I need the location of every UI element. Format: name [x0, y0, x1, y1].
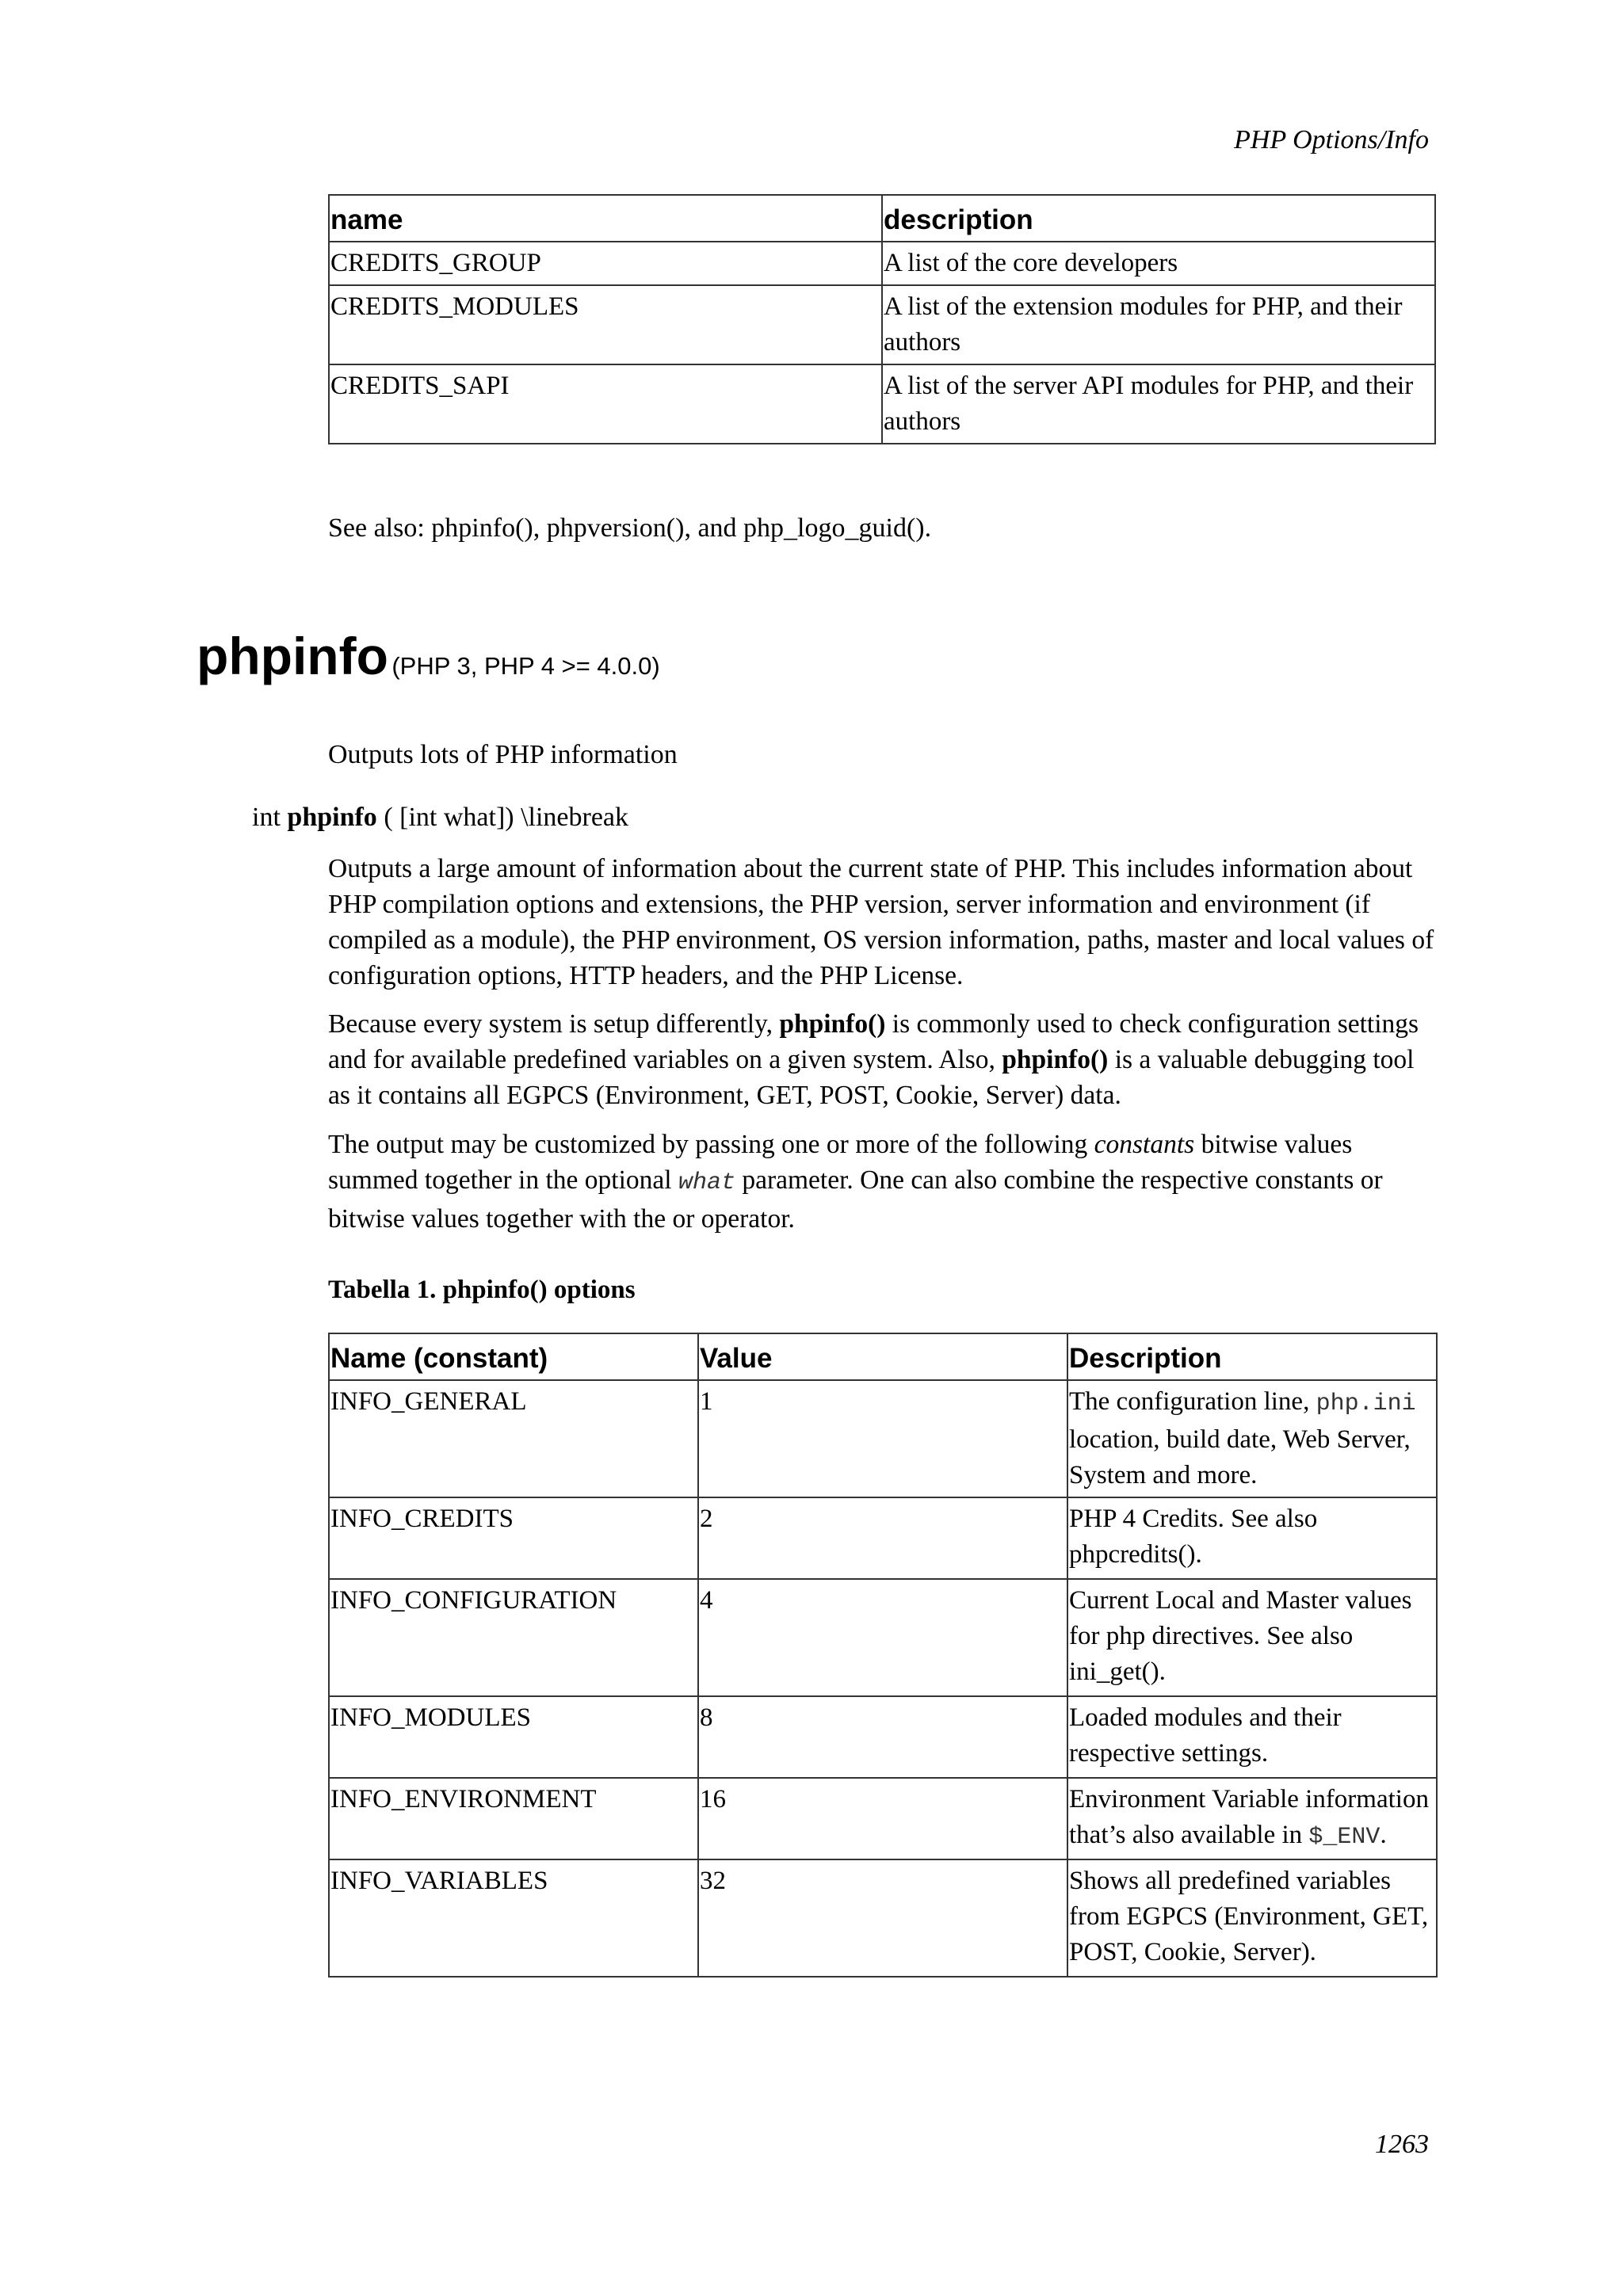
- page-number: 1263: [1375, 2130, 1429, 2159]
- description-cell: A list of the extension modules for PHP, and their authors: [882, 285, 1435, 364]
- description-cell: The configuration line, php.ini location, build date, Web Server, System and more.: [1067, 1380, 1437, 1497]
- table-row: [329, 1696, 1437, 1778]
- table-header-row: [329, 195, 1435, 242]
- description-paragraph: The output may be customized by passing one or more of the following constants bitwise values summed together in the optional what parameter. One can also combine the respective constants or bitwise values together with the or operator.: [328, 1130, 1383, 1234]
- parameter-name: what: [678, 1169, 735, 1196]
- constant-name-cell: CREDITS_GROUP: [329, 242, 882, 285]
- constant-name-cell: INFO_ENVIRONMENT: [329, 1778, 698, 1859]
- code-text: php.ini: [1316, 1390, 1416, 1417]
- function-synopsis: [252, 803, 628, 833]
- table-row: [329, 1778, 1437, 1859]
- code-text: $_ENV: [1308, 1824, 1381, 1851]
- see-also-text: See also: phpinfo(), phpversion(), and php_logo_guid().: [328, 513, 932, 543]
- column-header: name: [329, 195, 882, 242]
- synopsis-function-name: phpinfo: [287, 803, 377, 832]
- constant-name-cell: CREDITS_MODULES: [329, 285, 882, 364]
- constant-name-cell: INFO_MODULES: [329, 1696, 698, 1778]
- value-cell: 8: [698, 1696, 1067, 1778]
- constant-name-cell: INFO_VARIABLES: [329, 1859, 698, 1977]
- options-table: [328, 1333, 1438, 1978]
- constant-name-cell: CREDITS_SAPI: [329, 364, 882, 444]
- table-row: [329, 242, 1435, 285]
- table-caption: Tabella 1. phpinfo() options: [328, 1276, 636, 1304]
- table-header-row: [329, 1333, 1437, 1380]
- description-paragraph: Outputs a large amount of information about the current state of PHP. This includes information about PHP compilation options and extensions, the PHP version, server information and environment (if compiled as a module), the PHP environment, OS version information, paths, master and local values of configuration options, HTTP headers, and the PHP License.: [328, 854, 1434, 990]
- table-row: [329, 1497, 1437, 1579]
- value-cell: 1: [698, 1380, 1067, 1497]
- constant-name-cell: INFO_CREDITS: [329, 1497, 698, 1579]
- description-cell: PHP 4 Credits. See also phpcredits().: [1067, 1497, 1437, 1579]
- description-cell: Environment Variable information that’s also available in $_ENV.: [1067, 1778, 1437, 1859]
- description-cell: Loaded modules and their respective settings.: [1067, 1696, 1437, 1778]
- value-cell: 32: [698, 1859, 1067, 1977]
- value-cell: 4: [698, 1579, 1067, 1696]
- return-type: int: [252, 803, 281, 832]
- function-reference: phpinfo(): [779, 1009, 886, 1039]
- emphasis-text: constants: [1094, 1130, 1195, 1159]
- value-cell: 2: [698, 1497, 1067, 1579]
- column-header: Name (constant): [329, 1333, 698, 1380]
- synopsis-params: ( [int what]) \linebreak: [384, 803, 629, 832]
- table-row: [329, 1579, 1437, 1696]
- table-row: [329, 1380, 1437, 1497]
- description-cell: A list of the core developers: [882, 242, 1435, 285]
- running-header: PHP Options/Info: [1234, 125, 1429, 154]
- function-version: (PHP 3, PHP 4 >= 4.0.0): [391, 652, 660, 680]
- description-cell: Current Local and Master values for php directives. See also ini_get().: [1067, 1579, 1437, 1696]
- constant-name-cell: INFO_GENERAL: [329, 1380, 698, 1497]
- constant-name-cell: INFO_CONFIGURATION: [329, 1579, 698, 1696]
- description-cell: A list of the server API modules for PHP, and their authors: [882, 364, 1435, 444]
- column-header: Description: [1067, 1333, 1437, 1380]
- description-cell: Shows all predefined variables from EGPCS (Environment, GET, POST, Cookie, Server).: [1067, 1859, 1437, 1977]
- function-heading: [197, 626, 660, 686]
- function-name: phpinfo: [197, 627, 388, 685]
- function-reference: phpinfo(): [1002, 1045, 1109, 1074]
- column-header: Value: [698, 1333, 1067, 1380]
- table-row: [329, 285, 1435, 364]
- value-cell: 16: [698, 1778, 1067, 1859]
- function-purpose: Outputs lots of PHP information: [328, 740, 678, 769]
- column-header: description: [882, 195, 1435, 242]
- description-paragraph: Because every system is setup differently, phpinfo() is commonly used to check configuration settings and for available predefined variables on a given system. Also, phpinfo() is a valuable debugging tool as it contains all EGPCS (Environment, GET, POST, Cookie, Server) data.: [328, 1009, 1419, 1110]
- credits-table: [328, 194, 1436, 444]
- table-row: [329, 1859, 1437, 1977]
- table-row: [329, 364, 1435, 444]
